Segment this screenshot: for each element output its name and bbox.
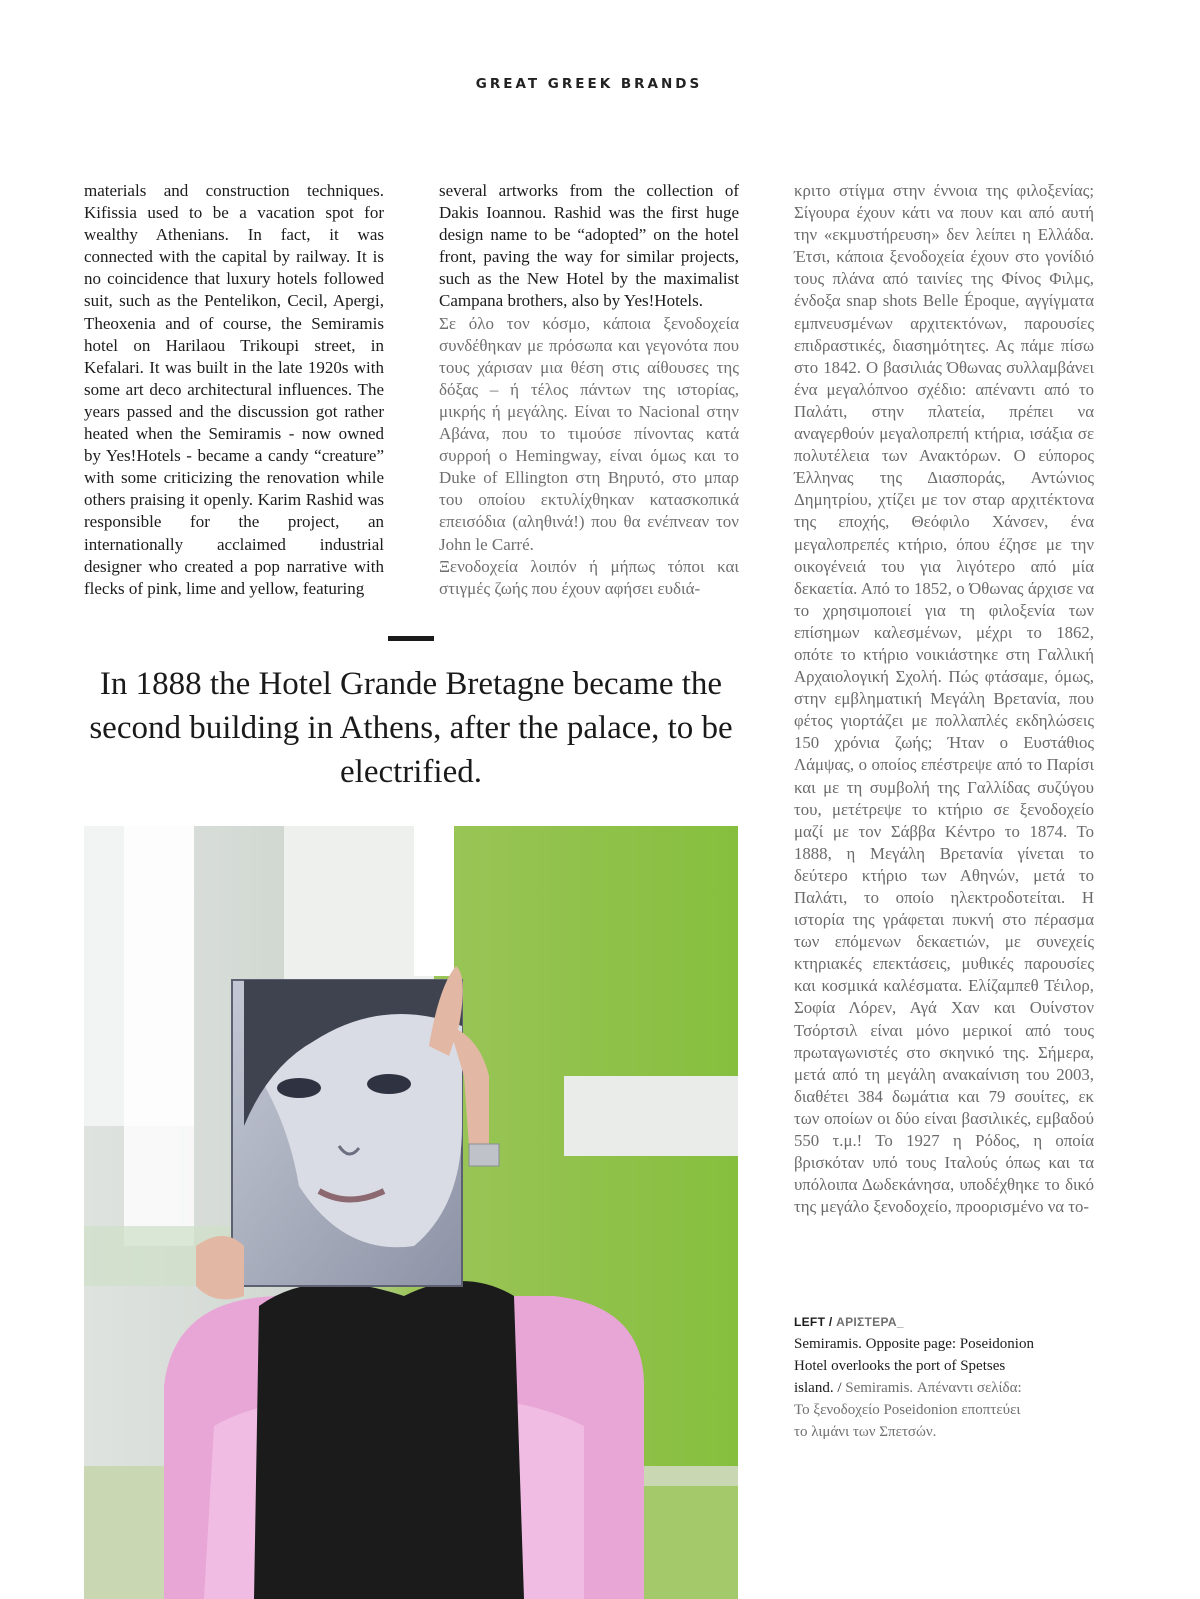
pull-quote-rule bbox=[388, 636, 434, 641]
body-column-2 bbox=[439, 180, 739, 600]
body-text-en: several artworks from the collection of Dakis Ioannou. Rashid was the first huge design name to be “adopted” on the hotel front, paving the way for similar projects, such as the New Hotel by the maximalist Campana brothers, also by Yes!Hotels. bbox=[439, 181, 739, 311]
body-text-gr: Σε όλο τον κόσμο, κάποια ξενοδοχεία συνδέθηκαν με πρόσωπα και γεγονότα που τους χάρισαν μια θέση στις αίθουσες της δόξας – ή τέλος πάντων της ιστορίας, μικρής ή μεγάλης. Είναι το Nacional στην Αβάνα, που το τιμούσε πίνοντας κατά συρροή ο Hemingway, είναι όμως και το Duke of Ellington στη Βηρυτό, στο μπαρ του οποίου εκτυλίχθηκαν κατασκοπικά επεισόδια (αληθινά!) που θα ενέπνεαν τον John le Carré. bbox=[439, 313, 739, 554]
body-column-3 bbox=[794, 180, 1094, 1218]
hotel-photo bbox=[84, 826, 738, 1599]
caption-text-gr: Semiramis. Απέναντι σελίδα: Το ξενοδοχείο Poseidonion εποπτεύει το λιμάνι των Σπετσών. bbox=[794, 1380, 1022, 1440]
section-label: GREAT GREEK BRANDS bbox=[475, 76, 703, 92]
body-text-gr: Ξενοδοχεία λοιπόν ή μήπως τόποι και στιγμές ζωής που έχουν αφήσει ευδιά- bbox=[439, 556, 739, 598]
photo-caption bbox=[794, 1311, 1034, 1443]
body-column-1 bbox=[84, 180, 384, 600]
photo-illustration bbox=[84, 826, 738, 1599]
body-text-en: materials and construction techniques. Kifissia used to be a vacation spot for wealthy Athenians. In fact, it was connected with the capital by railway. It is no coincidence that luxury hotels followed suit, such as the Pentelikon, Cecil, Apergi, Theoxenia and of course, the Semiramis hotel on Harilaou Trikoupi street, in Kefalari. It was built in the late 1920s with some art deco architectural influences. The years passed and the discussion got rather heated when the Semiramis - now owned by Yes!Hotels - became a candy “creature” with some criticizing the renovation while others praising it openly. Karim Rashid was responsible for the project, an internationally acclaimed industrial designer who created a pop narrative with flecks of pink, lime and yellow, featuring bbox=[84, 181, 384, 598]
caption-label-en: LEFT / bbox=[794, 1315, 837, 1329]
pull-quote: In 1888 the Hotel Grande Bretagne became the second building in Athens, after the palace, to be electrified. bbox=[89, 666, 733, 790]
caption-text-en: Semiramis. Opposite page: Poseidonion Hotel overlooks the port of Spetses island. / bbox=[794, 1336, 1034, 1396]
caption-label bbox=[794, 1311, 1034, 1333]
caption-text bbox=[794, 1333, 1034, 1443]
caption-label-gr: ΑΡΙΣΤΕΡΑ_ bbox=[836, 1315, 904, 1329]
body-text-gr: κριτο στίγμα στην έννοια της φιλοξενίας; Σίγουρα έχουν κάτι να πουν και από αυτή την «εκμυστήρευση» δεν λείπει η Ελλάδα. Έτσι, κάποια ξενοδοχεία έχουν στο γονίδιό τους πλάνα από ταινίες της Φίνος Φιλμς, ένδοξα snap shots Belle Époque, αγγίγματα εμπνευσμένων αρχιτεκτόνων, παρουσίες επιδραστικές, διασημότητες. Ας πάμε πίσω στο 1842. Ο βασιλιάς Όθωνας συλλαμβάνει ένα μεγαλόπνοο σχέδιο: απέναντι από το Παλάτι, στην πλατεία, πρέπει να αναγερθούν μεγαλοπρεπή κτήρια, ισάξια σε πολυτέλεια των Ανακτόρων. Ο εύπορος Έλληνας της Διασποράς, Αντώνιος Δημητρίου, χτίζει με τον σταρ αρχιτέκτονα της εποχής, Θεόφιλο Χάνσεν, ένα μεγαλοπρεπές κτήριο, όπου έζησε με την οικογένειά του για λιγότερο από μία δεκαετία. Από το 1852, ο Όθωνας άρχισε να το χρησιμοποιεί για τη φιλοξενία των επίσημων καλεσμένων, μέχρι το 1862, οπότε το κτήριο νοικιάστηκε στη Γαλλική Αρχαιολογική Σχολή. Πώς φτάσαμε, όμως, στην εμβληματική Μεγάλη Βρετανία, που φέτος γιορτάζει με πολλαπλές εκδηλώσεις 150 χρόνια ζωής; Ήταν ο Ευστάθιος Λάμψας, ο οποίος επέστρεψε από το Παρίσι και με τη συμβολή της Γαλλίδας συζύγου του, μετέτρεψε το κτήριο σε ξενοδοχείο μαζί με τον Σάββα Κέντρο το 1874. Το 1888, η Μεγάλη Βρετανία γίνεται το δεύτερο κτήριο των Αθηνών, μετά το Παλάτι, το οποίο ηλεκτροδοτείται. Η ιστορία της γράφεται πυκνή στο πέρασμα των επόμενων δεκαετιών, με συνεχείς κτηριακές επεκτάσεις, μυθικές παρουσίες και κοσμικά καλέσματα. Ελίζαμπεθ Τέιλορ, Σοφία Λόρεν, Αγά Χαν και Ουίνστον Τσόρτσιλ είναι μόνο μερικοί από τους πρωταγωνιστές στο σκηνικό της. Σήμερα, μετά από τη μεγάλη ανακαίνιση του 2003, διαθέτει 384 δωμάτια και 79 σουίτες, εκ των οποίων οι δύο είναι βασιλικές, εμβαδού 550 τ.μ.! Το 1927 η Ρόδος, η οποία βρισκόταν υπό τους Ιταλούς όπως και τα υπόλοιπα Δωδεκάνησα, υποδέχθηκε το δικό της μεγάλο ξενοδοχείο, προορισμένο να το- bbox=[794, 181, 1094, 1217]
